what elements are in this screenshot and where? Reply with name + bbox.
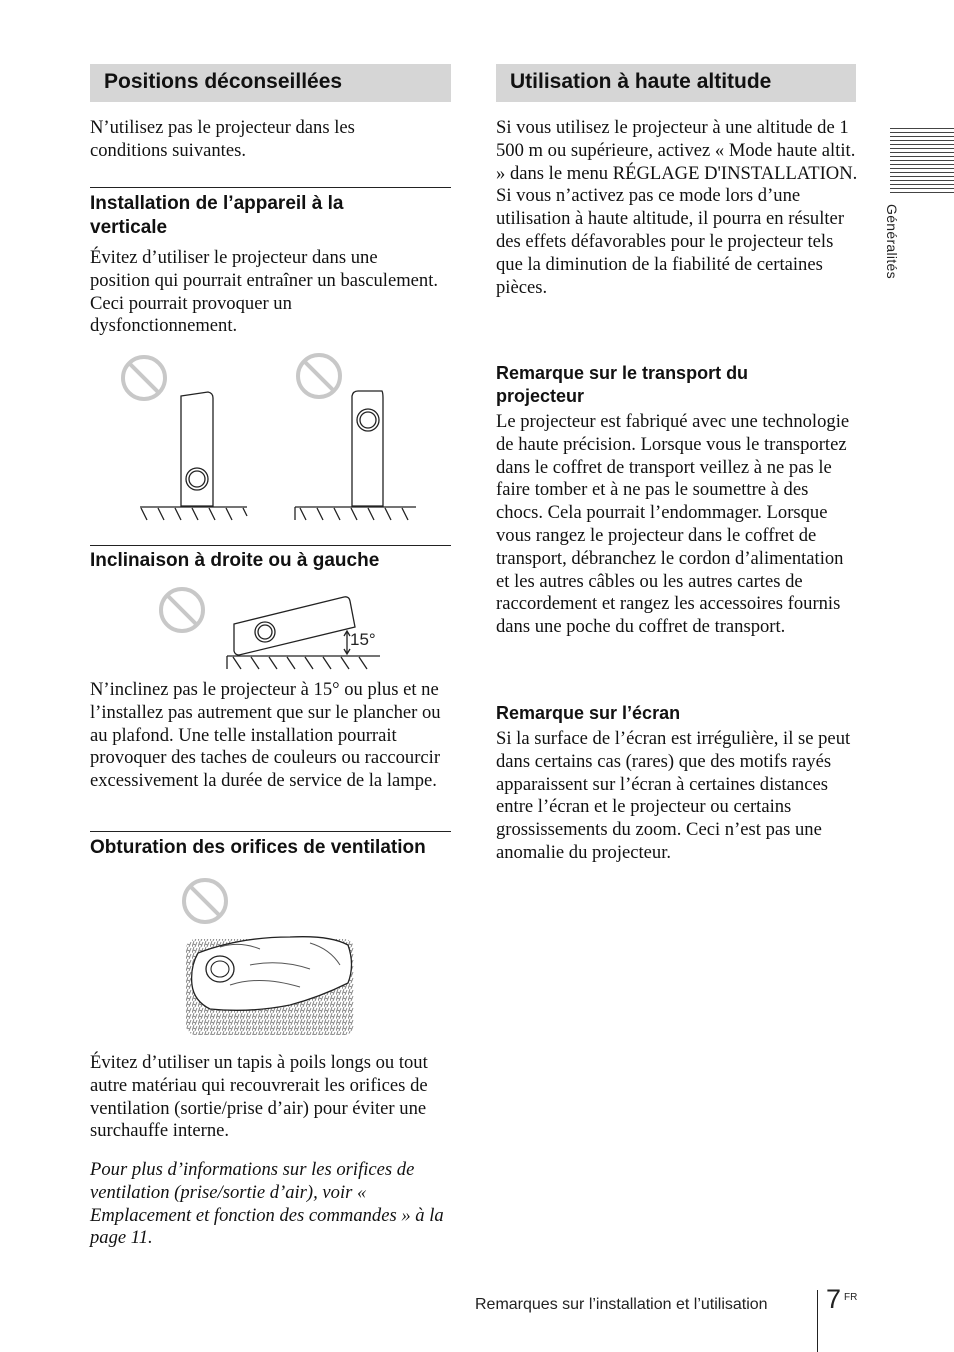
angle-label: 15° xyxy=(350,630,376,649)
subsection-divider xyxy=(90,545,451,546)
page-lang: FR xyxy=(844,1292,858,1303)
transport-text: Le projecteur est fabriqué avec une technologie de haute précision. Lorsque vous le transportez dans le coffret de transport veillez à ne pas le faire tomber et à ne pas le soumettre à des chocs. Cela pourrait l’endommager. Lorsque vous rangez le projecteur dans le coffret de transport, débranchez le cordon d’alimentation et les autres câbles ou les autres cartes de raccordement et rangez les accessoires fournis dans une poche du coffret de transport. xyxy=(496,411,850,638)
footer-section-name: Remarques sur l’installation et l’utilisation xyxy=(475,1296,768,1313)
ventilation-reference: Pour plus d’informations sur les orifices de ventilation (prise/sortie d’air), voir « Emplacement et fonction des commandes » à la page 11. xyxy=(90,1159,444,1249)
chapter-tab-lines xyxy=(890,128,954,194)
vertical-installation-text: Évitez d’utiliser le projecteur dans une position qui pourrait entraîner un basculement. Ceci pourrait provoquer un dysfonctionnement. xyxy=(90,247,439,337)
subsection-divider xyxy=(90,831,451,832)
section-title-positions: Positions déconseillées xyxy=(90,64,451,102)
carpet-illustration xyxy=(180,875,360,1040)
footer-divider xyxy=(817,1290,818,1352)
tilt-text: N’inclinez pas le projecteur à 15° ou plus et ne l’installez pas autrement que sur le plancher ou au plafond. Une telle installation pourrait provoquer des taches de couleurs ou raccourcir excessivement la durée de service de la lampe. xyxy=(90,679,441,792)
subsection-title-tilt: Inclinaison à droite ou à gauche xyxy=(90,550,380,571)
subsection-title-vertical: Installation de l’appareil à la verticale xyxy=(90,193,344,238)
page-number: 7 xyxy=(826,1284,842,1314)
prohibited-icon xyxy=(184,880,226,922)
altitude-text: Si vous utilisez le projecteur à une altitude de 1 500 m ou supérieure, activez « Mode haute altit. » dans le menu RÉGLAGE D'INSTALLATION. Si vous n’activez pas ce mode lors d’une utilisation à haute altitude, il pourra en résulter des effets défavorables pour le projecteur tels que la diminution de la fiabilité de certaines pièces. xyxy=(496,117,858,298)
prohibited-icon xyxy=(298,355,340,397)
chapter-tab-label: Généralités xyxy=(884,204,900,279)
ventilation-text: Évitez d’utiliser un tapis à poils longs ou tout autre matériau qui recouvrerait les orifices de ventilation (sortie/prise d’air) pour éviter une surchauffe interne. xyxy=(90,1052,428,1142)
note-title-screen: Remarque sur l’écran xyxy=(496,703,681,723)
prohibited-icon xyxy=(123,357,165,399)
section-title-altitude: Utilisation à haute altitude xyxy=(496,64,856,102)
screen-text: Si la surface de l’écran est irrégulière, il se peut dans certains cas (rares) que des motifs rayés apparaissent sur l’écran à certaines distances entre l’écran et le projecteur ou certains grossissements du zoom. Ceci n’est pas une anomalie du projecteur. xyxy=(496,728,851,863)
subsection-title-ventilation: Obturation des orifices de ventilation xyxy=(90,837,426,858)
subsection-divider xyxy=(90,187,451,188)
intro-text: N’utilisez pas le projecteur dans les conditions suivantes. xyxy=(90,117,355,161)
prohibited-icon xyxy=(161,589,203,631)
note-title-transport: Remarque sur le transport du projecteur xyxy=(496,363,749,406)
vertical-installation-illustration xyxy=(110,350,430,525)
